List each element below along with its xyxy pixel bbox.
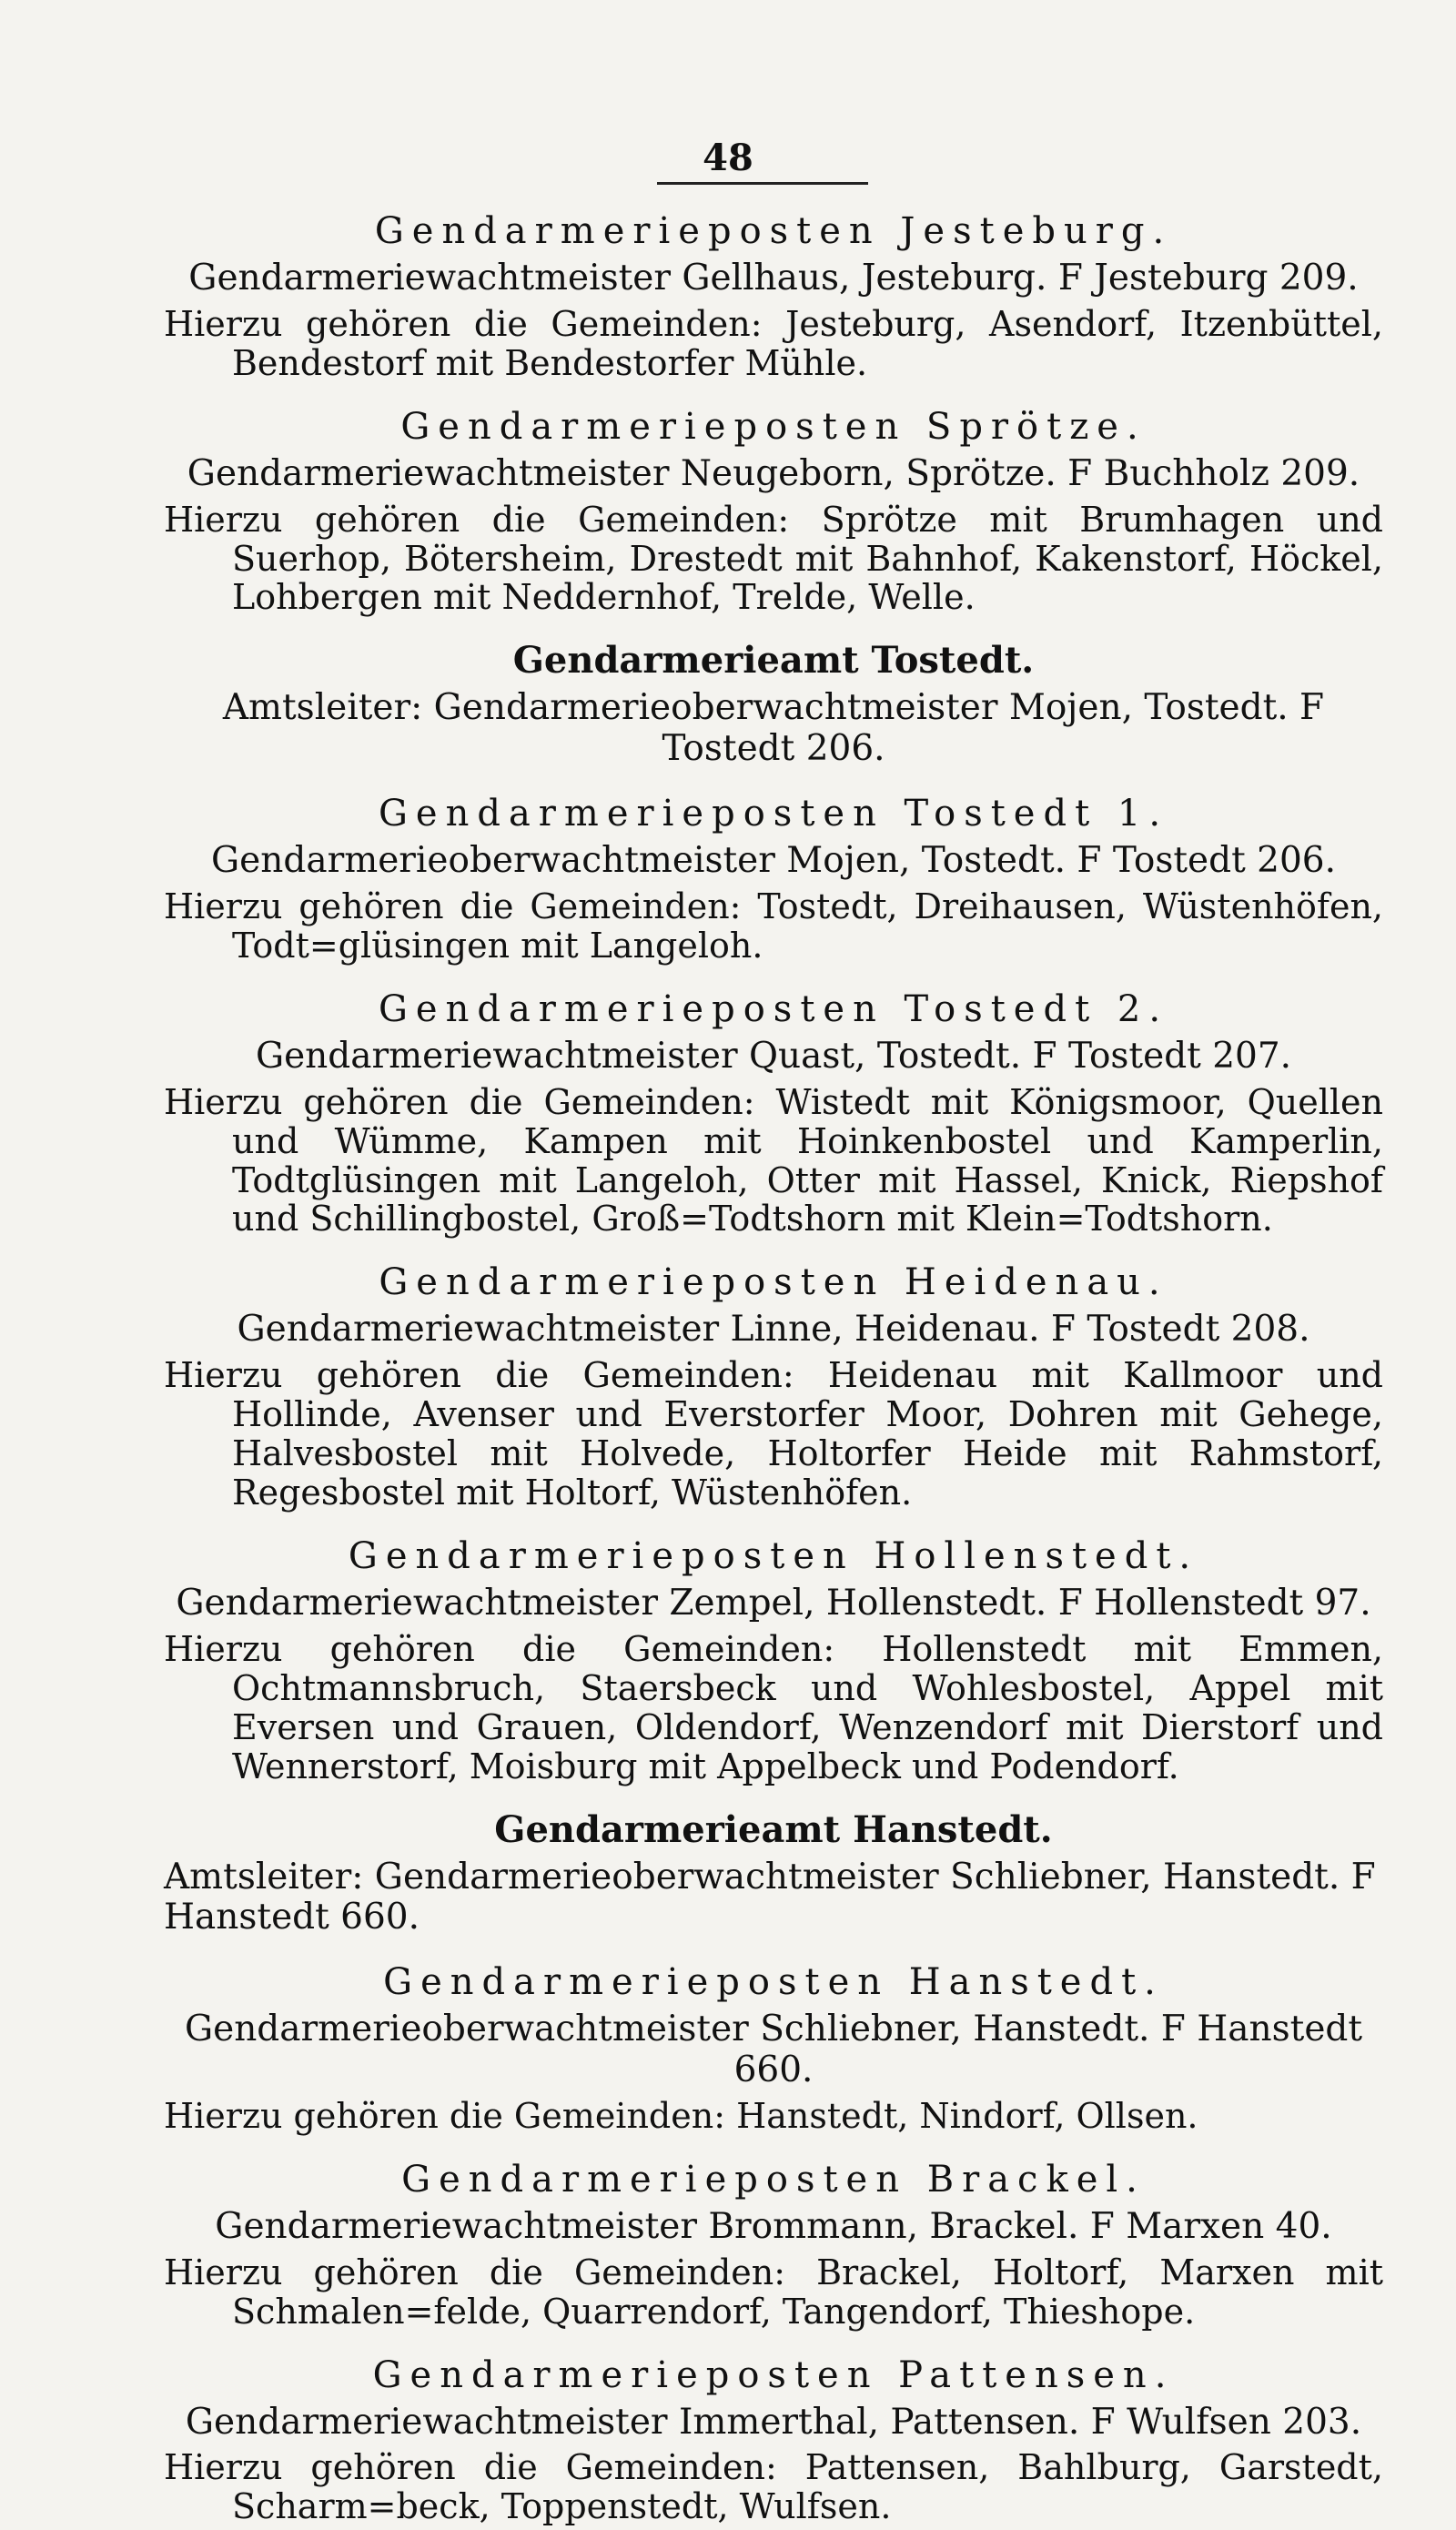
officer-line: Gendarmerieoberwachtmeister Schliebner, Hanstedt. F Hanstedt 660. [184, 2009, 1363, 2091]
officer-line: Gendarmeriewachtmeister Linne, Heidenau. F Tostedt 208. [237, 1309, 1310, 1351]
officer-line: Gendarmerieoberwachtmeister Mojen, Tostedt. F Tostedt 206. [211, 840, 1336, 882]
office-title-tostedt: Gendarmerieamt Tostedt. [512, 639, 1035, 683]
document-body [164, 211, 1383, 2530]
post-title-jesteburg: Gendarmerieposten Jesteburg. [374, 210, 1173, 252]
office-head-line: Amtsleiter: Gendarmerieoberwachtmeister Schliebner, Hanstedt. F Hanstedt 660. [164, 1856, 1376, 1938]
municipalities-note: Hierzu gehören die Gemeinden: Brackel, Holtorf, Marxen mit Schmalen=felde, Quarrendorf, Tangendorf, Thieshope. [164, 2252, 1383, 2332]
officer-line: Gendarmeriewachtmeister Zempel, Hollenstedt. F Hollenstedt 97. [176, 1582, 1371, 1624]
post-title-tostedt-2: Gendarmerieposten Tostedt 2. [378, 987, 1169, 1030]
municipalities-note: Hierzu gehören die Gemeinden: Hanstedt, Nindorf, Ollsen. [164, 2095, 1198, 2136]
officer-line: Gendarmeriewachtmeister Neugeborn, Sprötze. F Buchholz 209. [187, 452, 1360, 494]
post-title-sproetze: Gendarmerieposten Sprötze. [400, 405, 1147, 448]
officer-line: Gendarmeriewachtmeister Brommann, Brackel. F Marxen 40. [215, 2205, 1332, 2247]
post-title-tostedt-1: Gendarmerieposten Tostedt 1. [378, 793, 1169, 835]
post-title-pattensen: Gendarmerieposten Pattensen. [372, 2353, 1175, 2396]
municipalities-note: Hierzu gehören die Gemeinden: Sprötze mit Brumhagen und Suerhop, Bötersheim, Drestedt mit Bahnhof, Kakenstorf, Höckel, Lohbergen mit Neddernhof, Trelde, Welle. [164, 499, 1383, 618]
municipalities-note: Hierzu gehören die Gemeinden: Tostedt, Dreihausen, Wüstenhöfen, Todt=glüsingen mit Langeloh. [164, 886, 1383, 966]
officer-line: Gendarmeriewachtmeister Gellhaus, Jesteburg. F Jesteburg 209. [188, 258, 1359, 299]
municipalities-note: Hierzu gehören die Gemeinden: Wistedt mit Königsmoor, Quellen und Wümme, Kampen mit Hoinkenbostel und Kamperlin, Todtglüsingen mit Langeloh, Otter mit Hassel, Knick, Riepshof und Schillingbostel, Groß=Todtshorn mit Klein=Todtshorn. [164, 1081, 1383, 1240]
post-title-heidenau: Gendarmerieposten Heidenau. [379, 1261, 1168, 1304]
page-number: 48 [703, 137, 753, 179]
post-title-hollenstedt: Gendarmerieposten Hollenstedt. [348, 1534, 1199, 1577]
municipalities-note: Hierzu gehören die Gemeinden: Pattensen, Bahlburg, Garstedt, Scharm=beck, Toppenstedt, Wulfsen. [164, 2447, 1383, 2527]
municipalities-note: Hierzu gehören die Gemeinden: Hollenstedt mit Emmen, Ochtmannsbruch, Staersbeck und Wohlesbostel, Appel mit Eversen und Grauen, Oldendorf, Wenzendorf mit Dierstorf und Wennerstorf, Moisburg mit Appelbeck und Podendorf. [164, 1628, 1383, 1786]
officer-line: Gendarmeriewachtmeister Immerthal, Pattensen. F Wulfsen 203. [185, 2401, 1362, 2443]
office-title-hanstedt: Gendarmerieamt Hanstedt. [494, 1807, 1053, 1851]
post-title-hanstedt: Gendarmerieposten Hanstedt. [383, 1961, 1164, 2004]
post-title-brackel: Gendarmerieposten Brackel. [401, 2158, 1146, 2201]
municipalities-note: Hierzu gehören die Gemeinden: Heidenau mit Kallmoor und Hollinde, Avenser und Everstorfer Moor, Dohren mit Gehege, Halvesbostel mit Holvede, Holtorfer Heide mit Rahmstorf, Regesbostel mit Holtorf, Wüstenhöfen. [164, 1355, 1383, 1513]
office-head-line: Amtsleiter: Gendarmerieoberwachtmeister Mojen, Tostedt. F Tostedt 206. [222, 687, 1325, 770]
page-number-rule [657, 182, 868, 185]
officer-line: Gendarmeriewachtmeister Quast, Tostedt. F Tostedt 207. [255, 1035, 1292, 1077]
municipalities-note: Hierzu gehören die Gemeinden: Jesteburg, Asendorf, Itzenbüttel, Bendestorf mit Bendestorfer Mühle. [164, 303, 1383, 383]
